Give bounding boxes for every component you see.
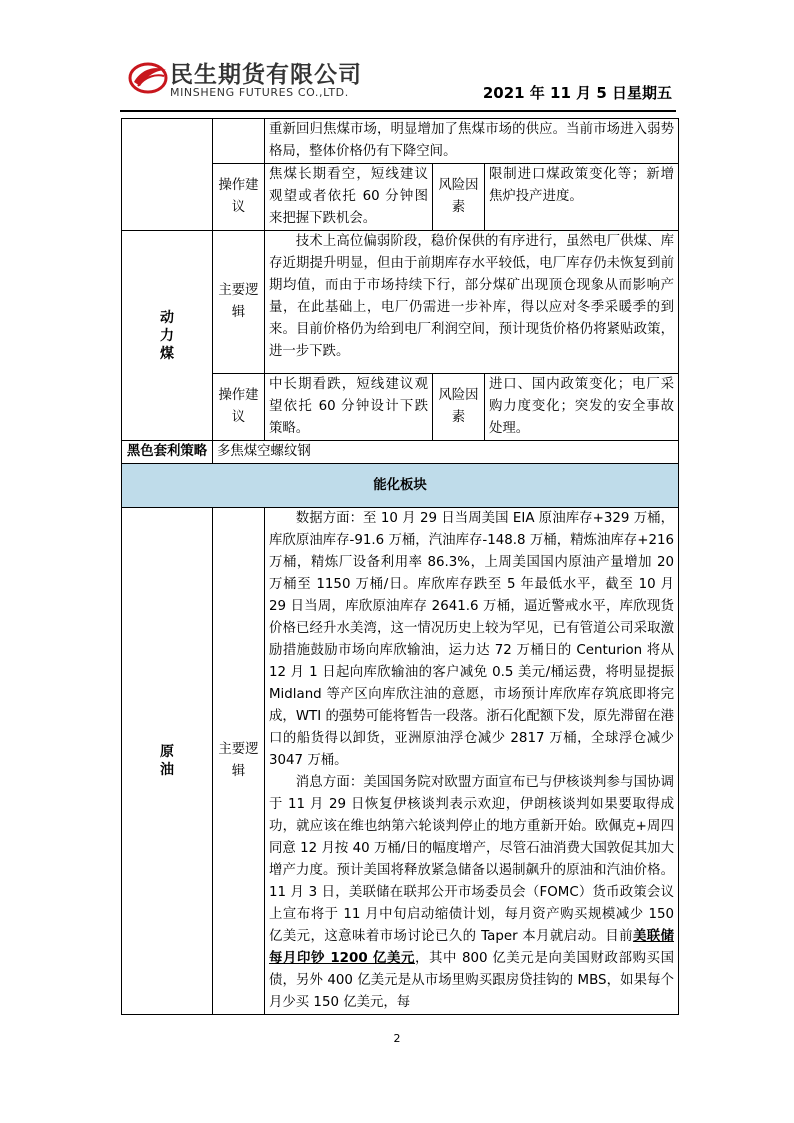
page-number: 2 [393, 1032, 401, 1045]
crude-news-text-cont: ，其中 800 亿美元是向美国财政部购买国债，另外 400 亿美元是从市场里购买跟房贷挂钩的 MBS，如果每个月少买 150 亿美元，每 [269, 951, 675, 1010]
crude-data-paragraph: 数据方面：至 10 月 29 日当周美国 EIA 原油库存+329 万桶，库欣原油库存-91.6 万桶，汽油库存-148.8 万桶，精炼油库存+216 万桶，精炼厂设备利用率 86.3%，上周美国国内原油产量增加 20 万桶至 1150 万桶/日。库欣库存跌至 5 年最低水平，截至 10 月 29 日当周，库欣原油库存 2641.6 万桶，逼近警戒水平，库欣现货价格已经升水美湾，这一情况历史上较为罕见，已有管道公司采取激励措施鼓励市场向库欣输油，运力达 72 万桶日的 Centurion 将从 12 月 1 日起向库欣输油的客户减免 0.5 美元/桶运费，将明显提振 Midland 等产区向库欣注油的意愿，市场预计库欣库存筑底即将完成，WTI 的强势可能将暂告一段落。浙石化配额下发，原先滞留在港口的船货得以卸货，亚洲原油浮仓减少 2817 万桶，全球浮仓减少 3047 万桶。 [269, 511, 675, 768]
header-divider [120, 110, 676, 112]
thermal-op-label: 操作建议 [213, 374, 265, 441]
crude-name-cell [122, 508, 213, 1015]
coke-risk-label: 风险因素 [433, 164, 485, 231]
logo-chinese-name: 民生期货有限公司 [170, 62, 362, 88]
strategy-table [121, 118, 679, 1015]
coke-logic-text: 重新回归焦煤市场，明显增加了焦煤市场的供应。当前市场进入弱势格局，整体价格仍有下降空间。 [265, 119, 679, 164]
table-row [122, 464, 679, 508]
thermal-risk-text: 进口、国内政策变化；电厂采购力度变化；突发的安全事故处理。 [485, 374, 679, 441]
crude-news-text: 消息方面：美国国务院对欧盟方面宣布已与伊核谈判参与国协调于 11 月 29 日恢复伊核谈判表示欢迎，伊朗核谈判如果要取得成功，就应该在维也纳第六轮谈判停止的地方重新开始。欧佩克+周四同意 12 月按 40 万桶/日的幅度增产，尽管石油消费大国敦促其加大增产力度。预计美国将释放紧急储备以遏制飙升的原油和汽油价格。11 月 3 日，美联储在联邦公开市场委员会（FOMC）货币政策会议上宣布将于 11 月中旬启动缩债计划，每月资产购买规模减少 150 亿美元，这意味着市场讨论已久的 Taper 本月就启动。目前 [269, 775, 675, 944]
thermal-logic-text: 技术上高位偏弱阶段，稳价保供的有序进行，虽然电厂供煤、库存近期提升明显，但由于前期库存水平较低，电厂库存仍未恢复到前期均值，而由于市场持续下行，部分煤矿出现顶仓现象从而影响产量，在此基础上，电厂仍需进一步补库，得以应对冬季采暖季的到来。目前价格仍为给到电厂利润空间，预计现货价格仍将紧贴政策，进一步下跌。 [269, 234, 675, 359]
thermal-logic-label: 主要逻辑 [213, 231, 265, 374]
table-row [122, 231, 679, 374]
thermal-op-text: 中长期看跌，短线建议观望依托 60 分钟设计下跌策略。 [265, 374, 433, 441]
thermal-coal-name-cell [122, 231, 213, 441]
thermal-risk-label: 风险因素 [433, 374, 485, 441]
crude-logic-cell [265, 508, 679, 1015]
arb-label: 黑色套利策略 [122, 441, 213, 464]
coke-op-text: 焦煤长期看空，短线建议观望或者依托 60 分钟图来把握下跌机会。 [265, 164, 433, 231]
section-title: 能化板块 [122, 464, 679, 508]
coke-op-label: 操作建议 [213, 164, 265, 231]
logo-mark-icon [128, 56, 168, 96]
company-logo [128, 56, 368, 106]
crude-logic-label: 主要逻辑 [213, 508, 265, 1015]
crude-name: 原油 [160, 744, 174, 778]
logo-english-name: MINSHENG FUTURES CO.,LTD. [170, 86, 349, 99]
table-row [122, 508, 679, 1015]
table-row [122, 441, 679, 464]
coke-logic-label-cell [213, 119, 265, 164]
arb-text: 多焦煤空螺纹钢 [213, 441, 679, 464]
thermal-logic-cell [265, 231, 679, 374]
thermal-coal-name: 动力煤 [160, 309, 174, 362]
crude-news-paragraph [269, 772, 674, 1014]
fed-printing-highlight: 美联储每月印钞 1200 亿美元 [269, 929, 675, 966]
coke-risk-text: 限制进口煤政策变化等；新增焦炉投产进度。 [485, 164, 679, 231]
report-date: 2021 年 11 月 5 日星期五 [482, 84, 672, 102]
table-row [122, 119, 679, 164]
coke-name-cell [122, 119, 213, 231]
